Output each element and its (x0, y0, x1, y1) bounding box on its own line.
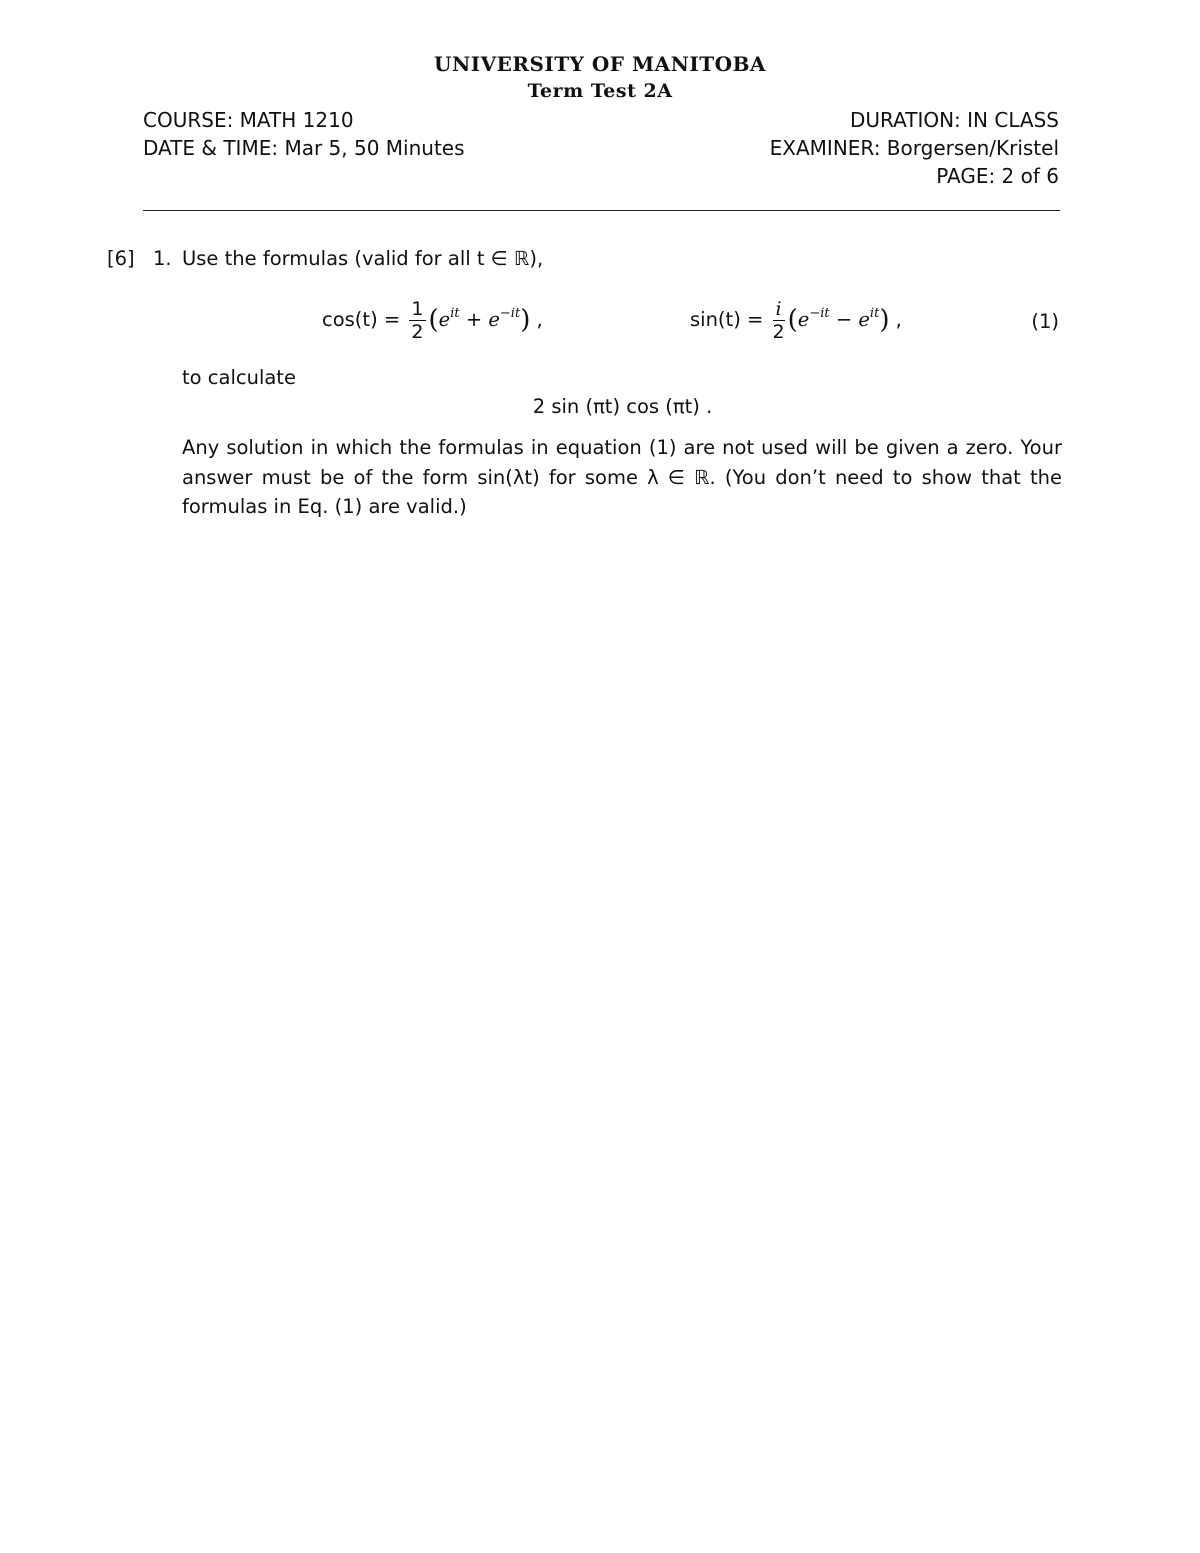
sin-term2-exp: it (869, 306, 880, 321)
sin-fraction-num: i (773, 298, 785, 321)
cos-fraction-num: 1 (411, 298, 424, 320)
sin-term1-exp: −it (809, 306, 830, 321)
page-number: PAGE: 2 of 6 (936, 164, 1059, 188)
sin-term2-base: e (858, 308, 870, 331)
cos-term1-exp: it (450, 306, 460, 321)
cos-fraction (409, 298, 425, 343)
examiner-label: EXAMINER: Borgersen/Kristel (769, 136, 1059, 160)
university-title: UNIVERSITY OF MANITOBA (434, 52, 766, 76)
question-intro: Use the formulas (valid for all t ∈ ℝ), (182, 247, 544, 270)
question-marks: [6] (107, 247, 135, 270)
to-calculate-text: to calculate (182, 366, 296, 389)
instructions-paragraph: Any solution in which the formulas in equation (1) are not used will be given a zero. Your answer must be of the form sin(λt) for some λ ∈ ℝ. (You don’t need to show that the formulas in Eq. (1) are valid.) (182, 436, 1062, 518)
cos-formula: cos(t) = $\frac{1}{2}$ $(e^{it} + e^{-it})$ , (322, 298, 543, 343)
question-number: 1. (153, 247, 172, 270)
sin-lhs: sin(t) = (690, 308, 764, 331)
cos-term2-base: e (488, 308, 500, 331)
target-expression: 2 sin (πt) cos (πt) . (532, 395, 713, 418)
cos-fraction-den: 2 (411, 321, 424, 343)
cos-lhs: cos(t) = (322, 308, 401, 331)
date-time-label: DATE & TIME: Mar 5, 50 Minutes (143, 136, 465, 160)
equation-label: (1) (1031, 310, 1059, 333)
cos-term1-base: e (438, 308, 451, 331)
sin-operator: − (835, 308, 853, 331)
sin-formula: sin(t) = $\frac{i}{2}$ $(e^{-it} - e^{it})$ , (690, 298, 902, 343)
sin-fraction (773, 298, 785, 343)
header-divider (143, 210, 1060, 211)
test-name: Term Test 2A (527, 80, 673, 102)
duration-label: DURATION: IN CLASS (849, 108, 1059, 132)
cos-term2-exp: −it (499, 306, 521, 321)
sin-term1-base: e (797, 308, 810, 331)
cos-operator: + (465, 308, 483, 331)
sin-fraction-den: 2 (772, 321, 785, 343)
course-label: COURSE: MATH 1210 (143, 108, 354, 132)
